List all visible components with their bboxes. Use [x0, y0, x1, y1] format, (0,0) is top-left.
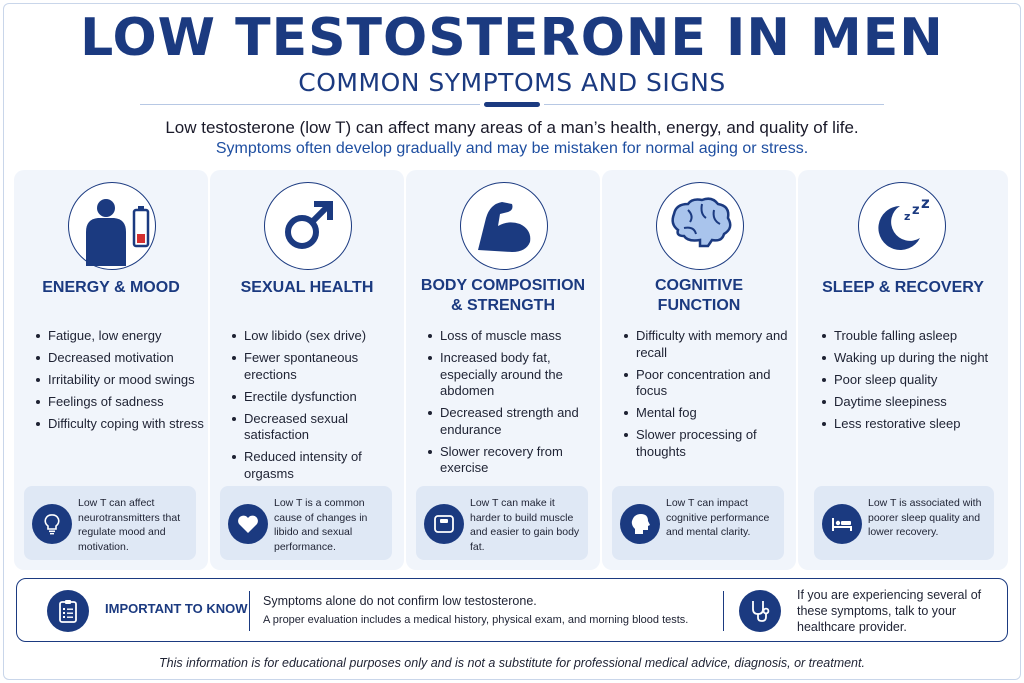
svg-text:z: z [904, 210, 911, 223]
list-item: Low libido (sex drive) [232, 328, 402, 345]
note-box [416, 486, 588, 560]
svg-text:z: z [921, 194, 930, 212]
moon-zzz-icon [858, 182, 946, 270]
divider-accent [484, 102, 540, 107]
divider [249, 591, 250, 631]
list-item: Fatigue, low energy [36, 328, 206, 345]
list-item: Decreased strength and endurance [428, 405, 598, 438]
list-item: Loss of muscle mass [428, 328, 598, 345]
heart-icon [228, 504, 268, 544]
card-title: SLEEP & RECOVERY [822, 279, 984, 296]
symptom-list [36, 328, 206, 438]
note-box [24, 486, 196, 560]
card-title: BODY COMPOSITION [420, 277, 586, 294]
note-box [220, 486, 392, 560]
flexed-arm-icon [460, 182, 548, 270]
divider-left [140, 104, 480, 105]
male-symbol-icon [264, 182, 352, 270]
list-item: Difficulty with memory and recall [624, 328, 794, 361]
list-item: Poor concentration and focus [624, 367, 794, 400]
card-title: ENERGY & MOOD [42, 279, 180, 296]
list-item: Irritability or mood swings [36, 372, 206, 389]
list-item: Erectile dysfunction [232, 389, 402, 406]
man-battery-icon [68, 182, 156, 270]
note-text: Low T is associated with poorer sleep quality and lower recovery. [868, 497, 982, 538]
list-item: Reduced intensity of orgasms [232, 449, 402, 482]
symptom-list [822, 328, 992, 438]
intro-subtext: Symptoms often develop gradually and may be mistaken for normal aging or stress. [215, 140, 809, 157]
card-title: COGNITIVE [654, 277, 743, 294]
bed-icon [822, 504, 862, 544]
list-item: Decreased motivation [36, 350, 206, 367]
head-profile-icon [620, 504, 660, 544]
list-item: Less restorative sleep [822, 416, 992, 433]
card-body-composition [406, 170, 600, 570]
note-text: Low T is a common cause of changes in libido and sexual performance. [274, 497, 368, 553]
list-item: Difficulty coping with stress [36, 416, 206, 433]
list-item: Slower processing of thoughts [624, 427, 794, 460]
page-title: LOW TESTOSTERONE IN MEN [80, 8, 944, 68]
disclaimer: This information is for educational purposes only and is not a substitute for professional medical advice, diagnosis, or treatment. [159, 656, 865, 670]
consult-provider-text: If you are experiencing several of these symptoms, talk to your healthcare provider. [797, 588, 982, 634]
page-subtitle: COMMON SYMPTOMS AND SIGNS [298, 68, 726, 97]
note-text: Low T can make it harder to build muscle and easier to gain body fat. [470, 497, 580, 553]
list-item: Decreased sexual satisfaction [232, 411, 402, 444]
symptom-list [428, 328, 598, 482]
svg-text:z: z [912, 203, 920, 218]
list-item: Increased body fat, especially around the abdomen [428, 350, 598, 400]
intro-text: Low testosterone (low T) can affect many areas of a man’s health, energy, and quality of life. [165, 118, 859, 137]
important-box [16, 578, 1008, 642]
card-sleep-recovery [798, 170, 1008, 570]
symptom-list [232, 328, 402, 488]
divider [723, 591, 724, 631]
card-cognitive-function [602, 170, 796, 570]
note-text: Low T can impact cognitive performance and mental clarity. [666, 497, 770, 538]
card-sexual-health [210, 170, 404, 570]
card-title: SEXUAL HEALTH [240, 279, 374, 296]
important-line1: Symptoms alone do not confirm low testosterone. [263, 594, 537, 608]
list-item: Mental fog [624, 405, 794, 422]
symptom-list [624, 328, 794, 466]
list-item: Waking up during the night [822, 350, 992, 367]
important-label: IMPORTANT TO KNOW [105, 601, 248, 616]
divider-right [544, 104, 884, 105]
card-energy-mood [14, 170, 208, 570]
lightbulb-icon [32, 504, 72, 544]
list-item: Fewer spontaneous erections [232, 350, 402, 383]
card-title-line2: & STRENGTH [451, 297, 555, 314]
list-item: Daytime sleepiness [822, 394, 992, 411]
list-item: Trouble falling asleep [822, 328, 992, 345]
important-line2: A proper evaluation includes a medical history, physical exam, and morning blood tests. [263, 614, 689, 626]
list-item: Slower recovery from exercise [428, 444, 598, 477]
scale-icon [424, 504, 464, 544]
checklist-icon [47, 590, 89, 632]
note-text: Low T can affect neurotransmitters that regulate mood and motivation. [78, 497, 181, 553]
card-title-line2: FUNCTION [657, 297, 741, 314]
brain-icon [656, 182, 744, 270]
note-box [612, 486, 784, 560]
list-item: Feelings of sadness [36, 394, 206, 411]
note-box [814, 486, 994, 560]
stethoscope-icon [739, 590, 781, 632]
list-item: Poor sleep quality [822, 372, 992, 389]
